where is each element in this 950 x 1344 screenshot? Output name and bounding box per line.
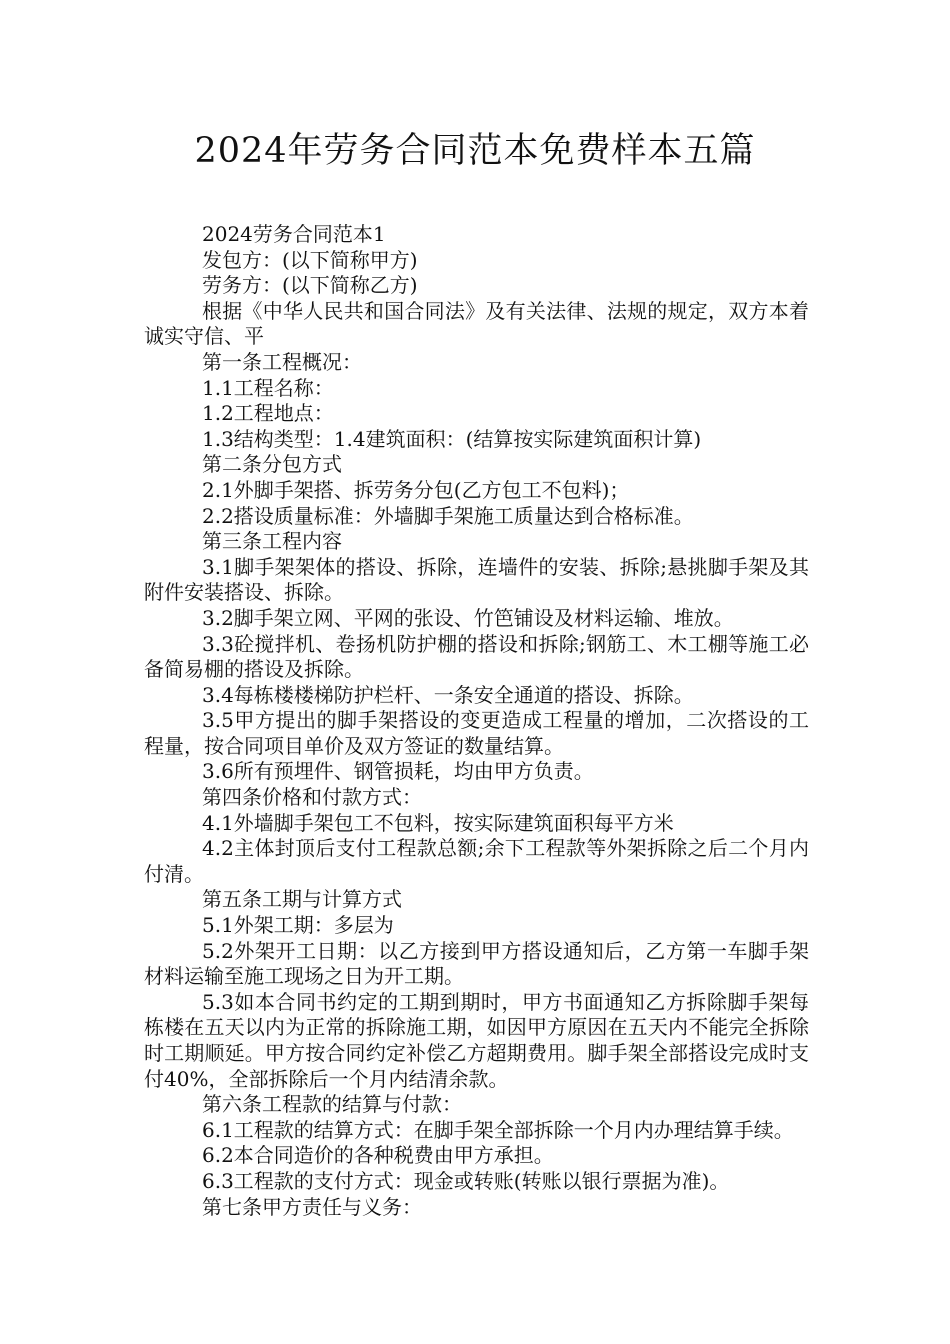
paragraph: 第三条工程内容 [202, 529, 342, 554]
paragraph: 2.1外脚手架搭、拆劳务分包(乙方包工不包料)； [202, 477, 630, 502]
paragraph: 5.3如本合同书约定的工期到期时，甲方书面通知乙方拆除脚手架每栋楼在五天以内为正常的拆除施工期，如因甲方原因在五天内不能完全拆除时工期顺延。甲方按合同约定补偿乙方超期费用。脚手架全部搭设完成时支付40%，全部拆除后一个月内结清余款。 [144, 989, 809, 1091]
paragraph: 1.2工程地点： [202, 401, 334, 426]
paragraph: 第六条工程款的结算与付款： [202, 1092, 462, 1117]
document-body [144, 222, 809, 1220]
paragraph: 3.2脚手架立网、平网的张设、竹笆铺设及材料运输、堆放。 [202, 605, 734, 630]
paragraph: 1.1工程名称： [202, 375, 334, 400]
paragraph: 根据《中华人民共和国合同法》及有关法律、法规的规定，双方本着诚实守信、平 [144, 298, 809, 349]
paragraph: 第一条工程概况： [202, 349, 362, 374]
paragraph: 2024劳务合同范本1 [202, 222, 386, 246]
paragraph: 6.2本合同造价的各种税费由甲方承担。 [202, 1143, 554, 1168]
paragraph: 3.6所有预埋件、钢管损耗，均由甲方负责。 [202, 759, 594, 784]
paragraph: 2.2搭设质量标准：外墙脚手架施工质量达到合格标准。 [202, 503, 694, 528]
paragraph: 5.1外架工期：多层为 [202, 913, 394, 938]
document-title: 2024年劳务合同范本免费样本五篇 [194, 131, 756, 171]
paragraph: 劳务方：(以下简称乙方) [202, 273, 418, 298]
paragraph: 第四条价格和付款方式： [202, 785, 422, 810]
paragraph: 3.1脚手架架体的搭设、拆除，连墙件的安装、拆除;悬挑脚手架及其附件安装搭设、拆除。 [144, 554, 809, 605]
paragraph: 4.2主体封顶后支付工程款总额;余下工程款等外架拆除之后二个月内付清。 [144, 836, 809, 886]
paragraph: 3.3砼搅拌机、卷扬机防护棚的搭设和拆除;钢筋工、木工棚等施工必备简易棚的搭设及拆除。 [144, 631, 809, 682]
paragraph: 第二条分包方式 [202, 452, 342, 477]
paragraph: 第五条工期与计算方式 [202, 887, 402, 912]
paragraph: 第七条甲方责任与义务： [202, 1194, 422, 1219]
paragraph: 1.3结构类型：1.4建筑面积：(结算按实际建筑面积计算) [202, 426, 702, 451]
paragraph: 5.2外架开工日期：以乙方接到甲方搭设通知后，乙方第一车脚手架材料运输至施工现场之日为开工期。 [144, 938, 809, 989]
paragraph: 发包方：(以下简称甲方) [202, 247, 418, 272]
paragraph: 3.4每栋楼楼梯防护栏杆、一条安全通道的搭设、拆除。 [202, 682, 694, 707]
paragraph: 3.5甲方提出的脚手架搭设的变更造成工程量的增加，二次搭设的工程量，按合同项目单价及双方签证的数量结算。 [144, 708, 809, 758]
paragraph: 6.3工程款的支付方式：现金或转账(转账以银行票据为准)。 [202, 1168, 730, 1193]
paragraph: 4.1外墙脚手架包工不包料，按实际建筑面积每平方米 [202, 810, 674, 835]
paragraph: 6.1工程款的结算方式：在脚手架全部拆除一个月内办理结算手续。 [202, 1117, 794, 1142]
